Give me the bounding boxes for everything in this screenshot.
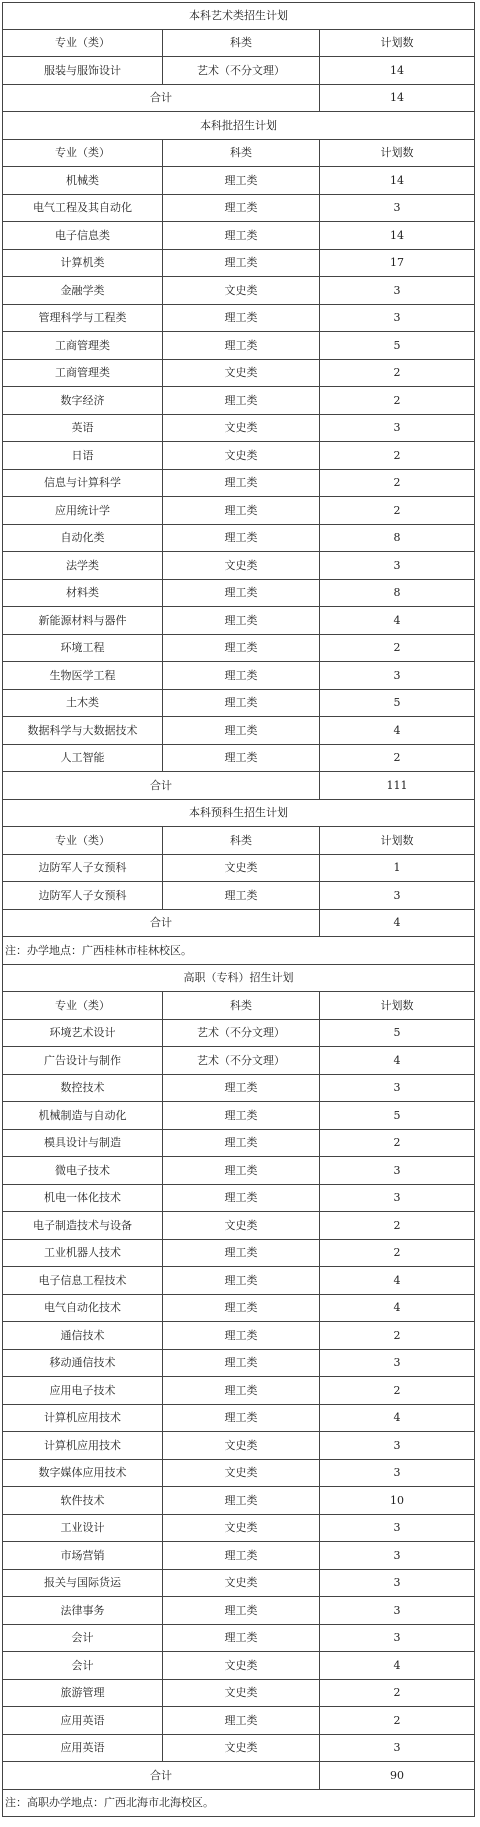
quota-cell: 8 [393, 586, 401, 600]
category-cell: 理工类 [163, 1322, 320, 1349]
category-cell: 理工类 [163, 607, 320, 634]
note-row [2, 937, 475, 965]
category-cell: 理工类 [163, 1542, 320, 1569]
table-row [2, 1157, 475, 1185]
table-row [2, 882, 475, 910]
column-header-quota: 计划数 [380, 998, 414, 1012]
quota-cell: 4 [393, 1411, 401, 1425]
quota-cell: 3 [393, 201, 401, 215]
major-cell: 电子信息类 [3, 222, 163, 249]
note-row [2, 1790, 475, 1818]
quota-cell: 4 [393, 723, 401, 737]
category-cell: 理工类 [163, 1377, 320, 1404]
major-cell: 管理科学与工程类 [3, 305, 163, 332]
major-cell: 移动通信技术 [3, 1350, 163, 1377]
category-cell: 理工类 [163, 332, 320, 359]
section-title-row [2, 2, 475, 30]
header-row [2, 140, 475, 168]
category-cell: 理工类 [163, 250, 320, 277]
category-cell: 理工类 [163, 1405, 320, 1432]
category-cell: 文史类 [163, 360, 320, 387]
category-cell: 理工类 [163, 387, 320, 414]
category-cell: 文史类 [163, 1212, 320, 1239]
quota-cell: 4 [393, 613, 401, 627]
location-note: 注：办学地点：广西桂林市桂林校区。 [5, 943, 192, 957]
major-cell: 通信技术 [3, 1322, 163, 1349]
major-cell: 工商管理类 [3, 332, 163, 359]
quota-cell: 5 [393, 1026, 401, 1040]
total-row [2, 772, 475, 800]
category-cell: 理工类 [163, 745, 320, 772]
table-row [2, 470, 475, 498]
major-cell: 法律事务 [3, 1597, 163, 1624]
table-row [2, 1680, 475, 1708]
major-cell: 计算机应用技术 [3, 1405, 163, 1432]
header-row [2, 30, 475, 58]
table-row [2, 1075, 475, 1103]
quota-cell: 3 [393, 1631, 401, 1645]
table-row [2, 1267, 475, 1295]
category-cell: 文史类 [163, 1570, 320, 1597]
category-cell: 理工类 [163, 222, 320, 249]
category-cell: 文史类 [163, 552, 320, 579]
major-cell: 人工智能 [3, 745, 163, 772]
column-header-major: 专业（类） [3, 827, 163, 854]
table-row [2, 607, 475, 635]
category-cell: 理工类 [163, 690, 320, 717]
table-row [2, 1625, 475, 1653]
quota-cell: 3 [393, 1191, 401, 1205]
quota-cell: 3 [393, 558, 401, 572]
category-cell: 文史类 [163, 855, 320, 882]
table-row [2, 360, 475, 388]
major-cell: 计算机类 [3, 250, 163, 277]
major-cell: 工业机器人技术 [3, 1240, 163, 1267]
major-cell: 电子制造技术与设备 [3, 1212, 163, 1239]
table-row [2, 1047, 475, 1075]
table-row [2, 195, 475, 223]
table-row [2, 525, 475, 553]
category-cell: 理工类 [163, 580, 320, 607]
table-row [2, 1240, 475, 1268]
major-cell: 法学类 [3, 552, 163, 579]
total-label: 合计 [3, 1762, 320, 1789]
major-cell: 电气工程及其自动化 [3, 195, 163, 222]
header-row [2, 827, 475, 855]
table-row [2, 1102, 475, 1130]
section-title: 本科艺术类招生计划 [189, 9, 288, 23]
table-row [2, 222, 475, 250]
table-row [2, 690, 475, 718]
category-cell: 理工类 [163, 1707, 320, 1734]
major-cell: 数字媒体应用技术 [3, 1460, 163, 1487]
table-row [2, 1460, 475, 1488]
major-cell: 信息与计算科学 [3, 470, 163, 497]
quota-cell: 3 [393, 1466, 401, 1480]
table-row [2, 1185, 475, 1213]
major-cell: 边防军人子女预科 [3, 882, 163, 909]
major-cell: 模具设计与制造 [3, 1130, 163, 1157]
table-row [2, 1377, 475, 1405]
quota-cell: 5 [393, 338, 401, 352]
major-cell: 应用统计学 [3, 497, 163, 524]
category-cell: 文史类 [163, 1735, 320, 1762]
major-cell: 应用英语 [3, 1707, 163, 1734]
section-title: 本科预科生招生计划 [189, 806, 288, 820]
major-cell: 新能源材料与器件 [3, 607, 163, 634]
quota-cell: 2 [393, 503, 401, 517]
table-row [2, 387, 475, 415]
quota-cell: 14 [390, 228, 404, 242]
table-row [2, 1542, 475, 1570]
major-cell: 服装与服饰设计 [3, 57, 163, 84]
quota-cell: 3 [393, 1603, 401, 1617]
table-row [2, 1212, 475, 1240]
total-value: 4 [393, 916, 401, 930]
category-cell: 理工类 [163, 717, 320, 744]
table-row [2, 855, 475, 883]
table-row [2, 552, 475, 580]
total-row [2, 85, 475, 113]
table-row [2, 57, 475, 85]
major-cell: 软件技术 [3, 1487, 163, 1514]
major-cell: 电气自动化技术 [3, 1295, 163, 1322]
category-cell: 理工类 [163, 1075, 320, 1102]
quota-cell: 3 [393, 888, 401, 902]
category-cell: 艺术（不分文理） [163, 1020, 320, 1047]
major-cell: 工商管理类 [3, 360, 163, 387]
quota-cell: 3 [393, 1356, 401, 1370]
quota-cell: 3 [393, 311, 401, 325]
quota-cell: 5 [393, 696, 401, 710]
category-cell: 理工类 [163, 195, 320, 222]
category-cell: 理工类 [163, 1487, 320, 1514]
total-value: 14 [390, 91, 404, 105]
major-cell: 土木类 [3, 690, 163, 717]
major-cell: 会计 [3, 1652, 163, 1679]
major-cell: 微电子技术 [3, 1157, 163, 1184]
category-cell: 理工类 [163, 525, 320, 552]
category-cell: 艺术（不分文理） [163, 57, 320, 84]
category-cell: 文史类 [163, 1515, 320, 1542]
quota-cell: 1 [393, 861, 401, 875]
quota-cell: 10 [390, 1493, 404, 1507]
category-cell: 文史类 [163, 1432, 320, 1459]
major-cell: 自动化类 [3, 525, 163, 552]
major-cell: 金融学类 [3, 277, 163, 304]
major-cell: 广告设计与制作 [3, 1047, 163, 1074]
table-row [2, 1020, 475, 1048]
table-row [2, 1322, 475, 1350]
total-row [2, 1762, 475, 1790]
category-cell: 理工类 [163, 1350, 320, 1377]
major-cell: 日语 [3, 442, 163, 469]
category-cell: 理工类 [163, 167, 320, 194]
major-cell: 生物医学工程 [3, 662, 163, 689]
table-row [2, 277, 475, 305]
major-cell: 计算机应用技术 [3, 1432, 163, 1459]
quota-cell: 2 [393, 1383, 401, 1397]
table-row [2, 1652, 475, 1680]
category-cell: 文史类 [163, 1460, 320, 1487]
category-cell: 理工类 [163, 1130, 320, 1157]
category-cell: 理工类 [163, 1185, 320, 1212]
quota-cell: 2 [393, 393, 401, 407]
category-cell: 理工类 [163, 497, 320, 524]
table-row [2, 1487, 475, 1515]
column-header-quota: 计划数 [380, 833, 414, 847]
quota-cell: 2 [393, 448, 401, 462]
table-row [2, 1295, 475, 1323]
quota-cell: 4 [393, 1273, 401, 1287]
category-cell: 理工类 [163, 1597, 320, 1624]
column-header-quota: 计划数 [380, 146, 414, 160]
quota-cell: 14 [390, 63, 404, 77]
quota-cell: 3 [393, 1081, 401, 1095]
table-row [2, 415, 475, 443]
column-header-major: 专业（类） [3, 992, 163, 1019]
table-row [2, 1405, 475, 1433]
major-cell: 会计 [3, 1625, 163, 1652]
table-row [2, 662, 475, 690]
major-cell: 机械类 [3, 167, 163, 194]
section-title-row [2, 965, 475, 993]
quota-cell: 2 [393, 751, 401, 765]
location-note: 注：高职办学地点：广西北海市北海校区。 [5, 1796, 214, 1810]
category-cell: 理工类 [163, 470, 320, 497]
quota-cell: 3 [393, 1521, 401, 1535]
major-cell: 报关与国际货运 [3, 1570, 163, 1597]
category-cell: 文史类 [163, 1680, 320, 1707]
category-cell: 理工类 [163, 305, 320, 332]
category-cell: 理工类 [163, 1157, 320, 1184]
total-label: 合计 [3, 85, 320, 112]
quota-cell: 2 [393, 1686, 401, 1700]
column-header-category: 科类 [163, 827, 320, 854]
quota-cell: 3 [393, 1163, 401, 1177]
column-header-major: 专业（类） [3, 30, 163, 57]
table-row [2, 1707, 475, 1735]
major-cell: 应用英语 [3, 1735, 163, 1762]
quota-cell: 14 [390, 173, 404, 187]
major-cell: 数字经济 [3, 387, 163, 414]
table-row [2, 250, 475, 278]
quota-cell: 2 [393, 1246, 401, 1260]
total-label: 合计 [3, 772, 320, 799]
quota-cell: 3 [393, 668, 401, 682]
major-cell: 应用电子技术 [3, 1377, 163, 1404]
table-row [2, 1515, 475, 1543]
quota-cell: 2 [393, 476, 401, 490]
table-row [2, 745, 475, 773]
column-header-category: 科类 [163, 30, 320, 57]
quota-cell: 3 [393, 283, 401, 297]
major-cell: 数据科学与大数据技术 [3, 717, 163, 744]
table-row [2, 1130, 475, 1158]
quota-cell: 17 [390, 256, 404, 270]
major-cell: 电子信息工程技术 [3, 1267, 163, 1294]
major-cell: 旅游管理 [3, 1680, 163, 1707]
table-row [2, 1570, 475, 1598]
table-row [2, 1735, 475, 1763]
table-row [2, 635, 475, 663]
section-title: 本科批招生计划 [200, 118, 277, 132]
table-row [2, 497, 475, 525]
enrollment-plan-table [2, 2, 475, 1817]
major-cell: 市场营销 [3, 1542, 163, 1569]
table-row [2, 1350, 475, 1378]
table-row [2, 332, 475, 360]
category-cell: 艺术（不分文理） [163, 1047, 320, 1074]
table-row [2, 1432, 475, 1460]
major-cell: 材料类 [3, 580, 163, 607]
quota-cell: 2 [393, 1218, 401, 1232]
quota-cell: 4 [393, 1301, 401, 1315]
table-row [2, 717, 475, 745]
quota-cell: 2 [393, 1328, 401, 1342]
major-cell: 机械制造与自动化 [3, 1102, 163, 1129]
quota-cell: 5 [393, 1108, 401, 1122]
major-cell: 工业设计 [3, 1515, 163, 1542]
category-cell: 理工类 [163, 635, 320, 662]
major-cell: 机电一体化技术 [3, 1185, 163, 1212]
category-cell: 理工类 [163, 882, 320, 909]
total-row [2, 910, 475, 938]
category-cell: 理工类 [163, 1267, 320, 1294]
major-cell: 英语 [3, 415, 163, 442]
category-cell: 理工类 [163, 1102, 320, 1129]
major-cell: 环境艺术设计 [3, 1020, 163, 1047]
category-cell: 文史类 [163, 1652, 320, 1679]
column-header-quota: 计划数 [380, 36, 414, 50]
table-row [2, 580, 475, 608]
category-cell: 理工类 [163, 1625, 320, 1652]
quota-cell: 3 [393, 1741, 401, 1755]
major-cell: 数控技术 [3, 1075, 163, 1102]
section-title-row [2, 800, 475, 828]
category-cell: 文史类 [163, 442, 320, 469]
quota-cell: 2 [393, 641, 401, 655]
category-cell: 理工类 [163, 1295, 320, 1322]
category-cell: 理工类 [163, 1240, 320, 1267]
quota-cell: 2 [393, 366, 401, 380]
table-row [2, 167, 475, 195]
category-cell: 理工类 [163, 662, 320, 689]
section-title-row [2, 112, 475, 140]
category-cell: 文史类 [163, 277, 320, 304]
total-value: 111 [386, 778, 408, 792]
major-cell: 环境工程 [3, 635, 163, 662]
quota-cell: 3 [393, 421, 401, 435]
quota-cell: 4 [393, 1053, 401, 1067]
table-row [2, 305, 475, 333]
quota-cell: 8 [393, 531, 401, 545]
quota-cell: 3 [393, 1548, 401, 1562]
quota-cell: 3 [393, 1438, 401, 1452]
column-header-category: 科类 [163, 992, 320, 1019]
total-label: 合计 [3, 910, 320, 937]
header-row [2, 992, 475, 1020]
table-row [2, 1597, 475, 1625]
quota-cell: 2 [393, 1713, 401, 1727]
quota-cell: 3 [393, 1576, 401, 1590]
section-title: 高职（专科）招生计划 [183, 971, 294, 985]
category-cell: 文史类 [163, 415, 320, 442]
quota-cell: 2 [393, 1136, 401, 1150]
column-header-category: 科类 [163, 140, 320, 167]
table-row [2, 442, 475, 470]
quota-cell: 4 [393, 1658, 401, 1672]
column-header-major: 专业（类） [3, 140, 163, 167]
total-value: 90 [390, 1768, 404, 1782]
major-cell: 边防军人子女预科 [3, 855, 163, 882]
